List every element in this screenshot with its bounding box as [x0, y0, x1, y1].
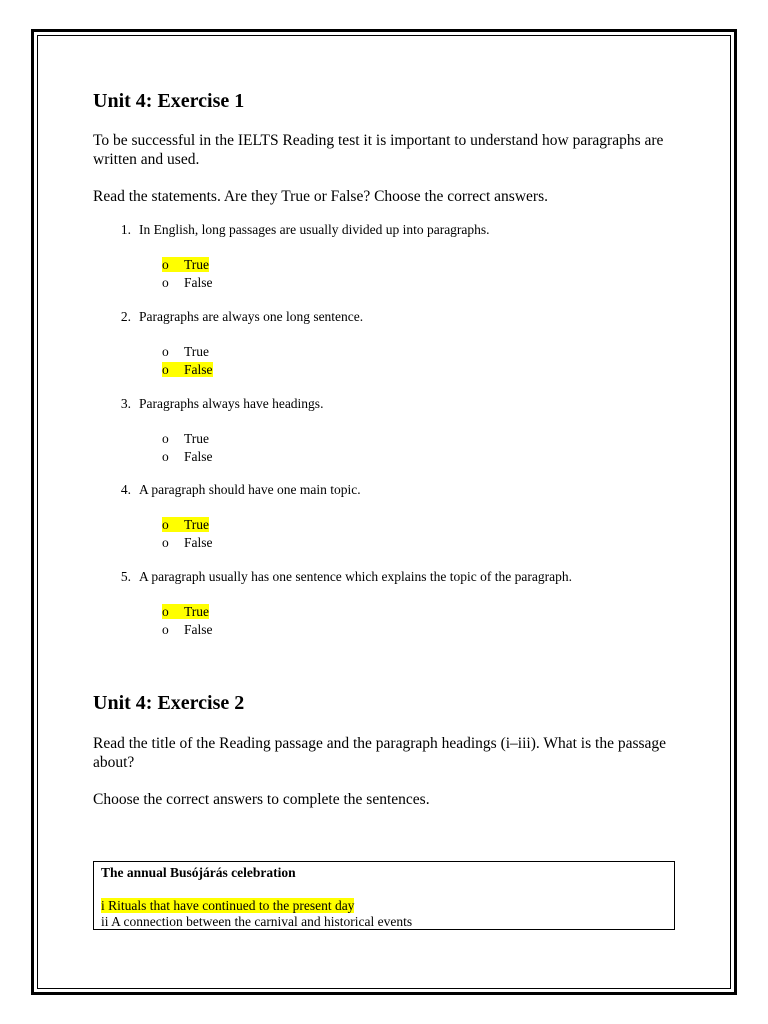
answer-option-true[interactable] — [162, 516, 209, 533]
bullet-icon: o — [162, 362, 169, 377]
answer-option-true[interactable] — [162, 256, 209, 273]
exercise2-title: Unit 4: Exercise 2 — [93, 692, 245, 714]
bullet-icon: o — [162, 344, 169, 359]
answer-option-label: True — [184, 257, 210, 272]
bullet-icon: o — [162, 275, 169, 290]
question-number: 3. — [120, 396, 131, 411]
bullet-icon: o — [162, 604, 169, 619]
bullet-icon: o — [162, 257, 169, 272]
answer-option-true[interactable] — [162, 603, 209, 620]
exercise1-title: Unit 4: Exercise 1 — [93, 90, 245, 112]
answer-option-false[interactable] — [162, 448, 213, 465]
answer-option-label: False — [184, 449, 213, 464]
question-number: 5. — [120, 569, 131, 584]
heading-i: i Rituals that have continued to the present day — [101, 898, 355, 913]
answer-option-label: True — [184, 344, 210, 359]
answer-option-label: False — [184, 622, 213, 637]
reading-passage-box — [93, 861, 675, 930]
exercise1-instruction: Read the statements. Are they True or False? Choose the correct answers. — [93, 188, 548, 205]
question-text: A paragraph should have one main topic. — [139, 482, 361, 497]
answer-option-false[interactable] — [162, 361, 213, 378]
question-text: Paragraphs always have headings. — [139, 396, 324, 411]
bullet-icon: o — [162, 622, 169, 637]
answer-option-true[interactable] — [162, 343, 209, 360]
answer-option-label: False — [184, 362, 213, 377]
bullet-icon: o — [162, 431, 169, 446]
question-3 — [93, 396, 323, 412]
page-border-inner — [37, 35, 731, 989]
exercise1-intro: To be successful in the IELTS Reading test it is important to understand how paragraphs are written and used. — [93, 132, 664, 168]
question-number: 1. — [120, 222, 131, 237]
bullet-icon: o — [162, 449, 169, 464]
answer-option-false[interactable] — [162, 534, 213, 551]
question-text: A paragraph usually has one sentence which explains the topic of the paragraph. — [139, 569, 572, 584]
question-4 — [93, 482, 361, 498]
question-5 — [93, 569, 572, 585]
answer-option-label: True — [184, 517, 210, 532]
bullet-icon: o — [162, 517, 169, 532]
bullet-icon: o — [162, 535, 169, 550]
question-text: Paragraphs are always one long sentence. — [139, 309, 364, 324]
answer-option-label: False — [184, 275, 213, 290]
answer-option-true[interactable] — [162, 430, 209, 447]
answer-option-false[interactable] — [162, 274, 213, 291]
answer-option-label: True — [184, 604, 210, 619]
exercise2-intro: Read the title of the Reading passage and the paragraph headings (i–iii). What is the passage about? — [93, 735, 667, 771]
answer-option-label: True — [184, 431, 210, 446]
question-1 — [93, 222, 490, 238]
passage-title: The annual Busójárás celebration — [101, 865, 296, 880]
exercise2-instruction: Choose the correct answers to complete the sentences. — [93, 791, 430, 808]
answer-option-false[interactable] — [162, 621, 213, 638]
heading-ii: ii A connection between the carnival and historical events — [101, 914, 413, 929]
answer-option-label: False — [184, 535, 213, 550]
question-text: In English, long passages are usually divided up into paragraphs. — [139, 222, 490, 237]
question-2 — [93, 309, 363, 325]
question-number: 2. — [120, 309, 131, 324]
question-number: 4. — [120, 482, 131, 497]
